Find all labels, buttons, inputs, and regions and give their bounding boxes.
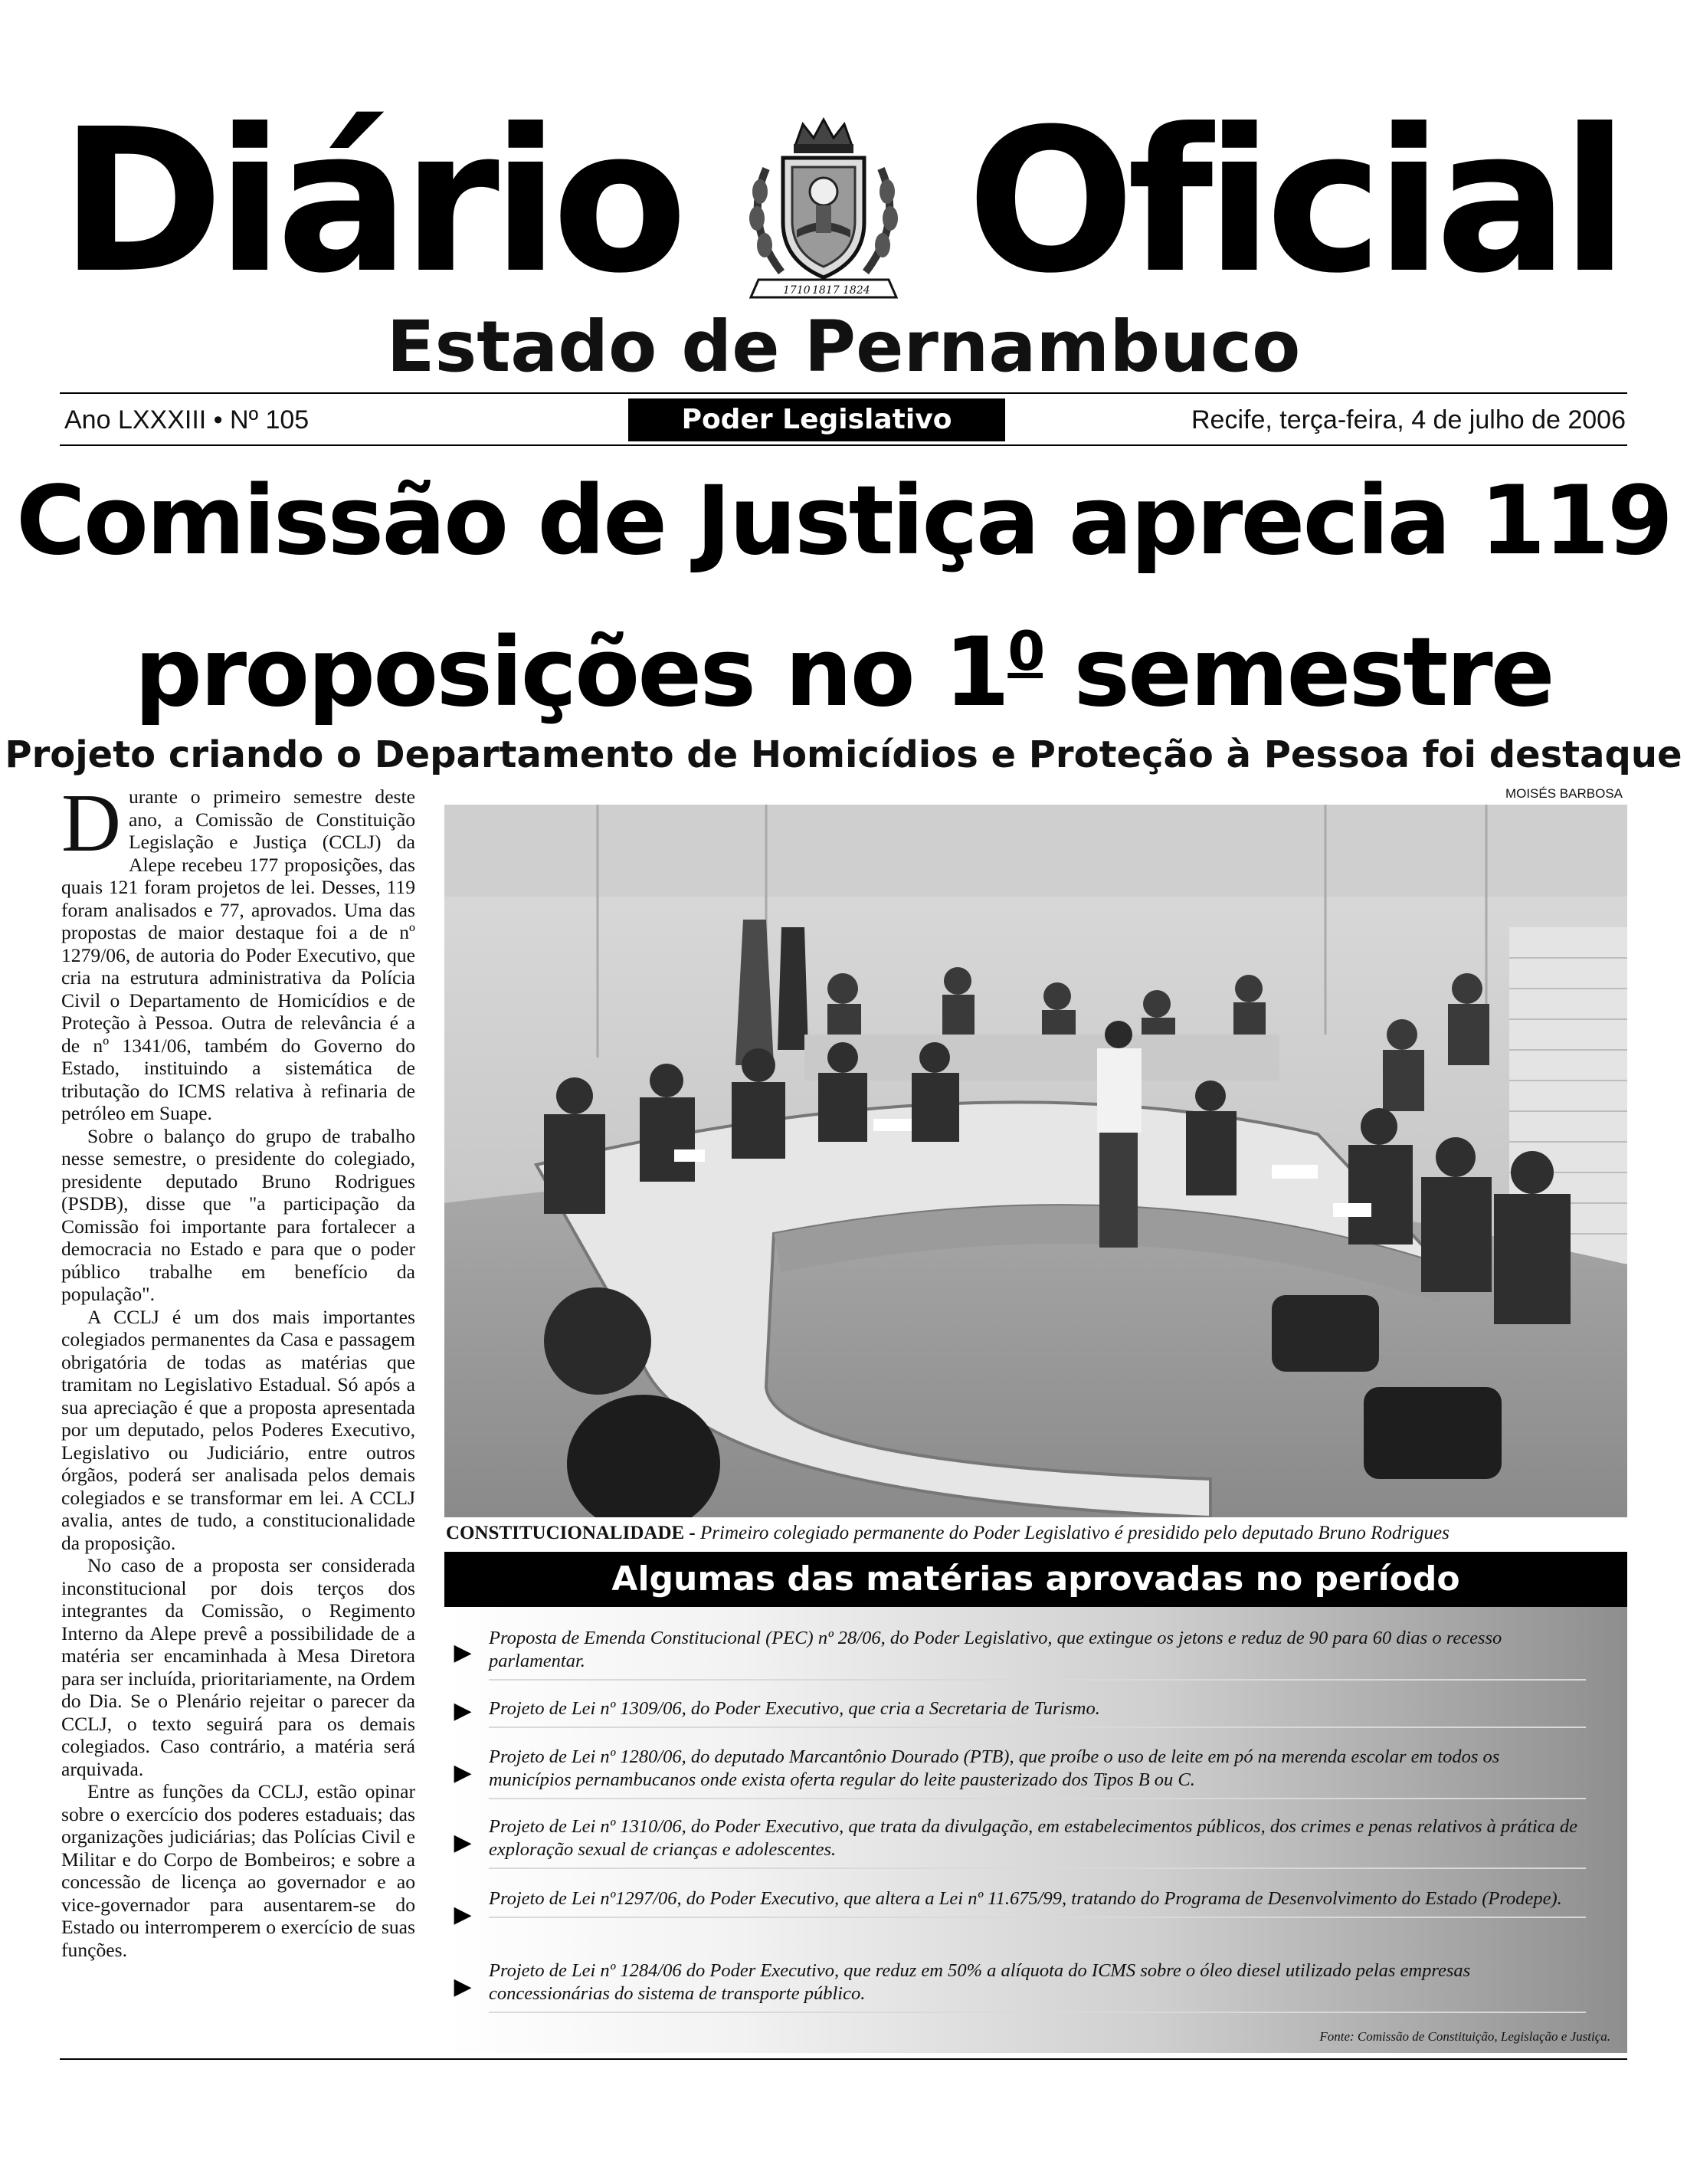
triangle-right-icon: ▶ xyxy=(454,1759,472,1786)
article-paragraph: A CCLJ é um dos mais importantes colegiados permanentes da Casa e passagem obrigatória de todas as matérias que tramitam no Legislativo Estadual. Só após a sua apreciação é que a proposta apresentada por um deputado, pelos Poderes Executivo, Legislativo ou Judiciário, entre outros órgãos, poderá ser analisada pelos demais colegiados e se transformar em lei. A CCLJ avalia, antes de tudo, a constitucionalidade da proposição. xyxy=(61,1305,415,1554)
photo-caption-label: CONSTITUCIONALIDADE - xyxy=(446,1523,700,1543)
headline-line-2-main: proposições no 1 xyxy=(134,618,1008,728)
approved-item-text: Projeto de Lei nº 1284/06 do Poder Executivo, que reduz em 50% a alíquota do ICMS sobre o óleo diesel utilizado pelas empresas concessionárias do sistema de transporte público. xyxy=(489,1959,1586,2013)
approved-item-text: Projeto de Lei nº 1309/06, do Poder Executivo, que cria a Secretaria de Turismo. xyxy=(489,1697,1586,1728)
approved-items-box xyxy=(444,1607,1627,2053)
article-paragraph: No caso de a proposta ser considerada inconstitucional por dois terços dos integrantes da Comissão, o Regimento Interno da Alepe prevê a possibilidade de a matéria ser encaminhada à Mesa Diretora para ser incluída, prioritariamente, na Ordem do Dia. Se o Plenário rejeitar o parecer da CCLJ, o texto seguirá para os demais colegiados. Caso contrário, a matéria será arquivada. xyxy=(61,1554,415,1780)
triangle-right-icon: ▶ xyxy=(454,1639,472,1666)
issue-number: Ano LXXXIII • Nº 105 xyxy=(64,405,310,435)
photo-credit: MOISÉS BARBOSA xyxy=(1505,786,1623,801)
approved-item-text: Proposta de Emenda Constitucional (PEC) nº 28/06, do Poder Legislativo, que extingue os jetons e reduz de 90 para 60 dias o recesso parlamentar. xyxy=(489,1627,1586,1681)
page-bottom-rule xyxy=(60,2058,1627,2060)
photo-caption-text: Primeiro colegiado permanente do Poder Legislativo é presidido pelo deputado Bruno Rodrigues xyxy=(700,1523,1450,1543)
masthead-title-right: Oficial xyxy=(967,87,1621,316)
approved-item-text: Projeto de Lei nº 1310/06, do Poder Executivo, que trata da divulgação, em estabelecimentos públicos, dos crimes e penas relativos à prática de exploração sexual de crianças e adolescentes. xyxy=(489,1815,1586,1869)
article-body xyxy=(61,778,415,2042)
drop-cap: D xyxy=(61,778,121,869)
approved-items-title: Algumas das matérias aprovadas no período xyxy=(444,1552,1627,1607)
photo-illustration xyxy=(444,805,1627,1517)
article-paragraph: Sobre o balanço do grupo de trabalho nesse semestre, o presidente do colegiado, presidente deputado Bruno Rodrigues (PSDB), disse que "a participação da Comissão foi importante para fortalecer a democracia no Estado e para que o poder público trabalhe em benefício da população". xyxy=(61,1124,415,1305)
dateline: Recife, terça-feira, 4 de julho de 2006 xyxy=(1191,405,1626,435)
triangle-right-icon: ▶ xyxy=(454,1697,472,1724)
pernambuco-coat-of-arms-icon xyxy=(735,115,912,307)
section-label: Poder Legislativo xyxy=(628,398,1005,441)
triangle-right-icon: ▶ xyxy=(454,1973,472,2000)
masthead-top-rule xyxy=(60,392,1627,394)
seal-year-1: 1710 xyxy=(783,284,811,297)
article-paragraph: Entre as funções da CCLJ, estão opinar sobre o exercício dos poderes estaduais; das organizações judiciárias; das Polícias Civil e Militar e do Corpo de Bombeiros; e sobre a concessão de licença ao governador e ao vice-governador para ausentarem-se do Estado ou interromperem o exercício de suas funções. xyxy=(61,1780,415,1961)
triangle-right-icon: ▶ xyxy=(454,1901,472,1928)
masthead-state: Estado de Pernambuco xyxy=(386,306,1301,388)
article-paragraph-text: urante o primeiro semestre deste ano, a Comissão de Constituição Legislação e Justiça (CCLJ) da Alepe recebeu 177 proposições, das quais 121 foram projetos de lei. Desses, 119 foram analisados e 77, aprovados. Uma das propostas de maior destaque foi a de nº 1279/06, de autoria do Poder Executivo, que cria na estrutura administrativa da Polícia Civil o Departamento de Homicídios e de Proteção à Pessoa. Outra de relevância é a de nº 1341/06, também do Governo do Estado, instituindo a sistemática de tributação do ICMS relativa à refinaria de petróleo em Suape. xyxy=(61,785,415,1124)
headline-ordinal: 0 xyxy=(1007,620,1043,683)
approved-item-text: Projeto de Lei nº1297/06, do Poder Executivo, que altera a Lei nº 11.675/99, tratando do Programa de Desenvolvimento do Estado (Prodepe). xyxy=(489,1887,1586,1918)
committee-meeting-photo xyxy=(444,805,1627,1517)
triangle-right-icon: ▶ xyxy=(454,1829,472,1856)
masthead-bottom-rule xyxy=(60,444,1627,446)
subheadline: Projeto criando o Departamento de Homicídios e Proteção à Pessoa foi destaque xyxy=(5,733,1682,776)
approved-item-text: Projeto de Lei nº 1280/06, do deputado Marcantônio Dourado (PTB), que proíbe o uso de leite em pó na merenda escolar em todos os municípios pernambucanos onde exista oferta regular do leite pausterizado dos Tipos B ou C. xyxy=(489,1746,1586,1799)
masthead-title-left: Diário xyxy=(60,87,680,316)
headline-line-1: Comissão de Justiça aprecia 119 xyxy=(15,466,1672,576)
seal-year-2: 1817 xyxy=(812,284,840,297)
headline-line-2 xyxy=(0,590,1687,728)
source-note: Fonte: Comissão de Constituição, Legislação e Justiça. xyxy=(1319,2029,1610,2044)
photo-caption xyxy=(446,1520,1627,1546)
headline-line-2-end: semestre xyxy=(1043,618,1553,728)
seal-year-3: 1824 xyxy=(843,284,870,297)
article-paragraph xyxy=(61,778,415,1125)
